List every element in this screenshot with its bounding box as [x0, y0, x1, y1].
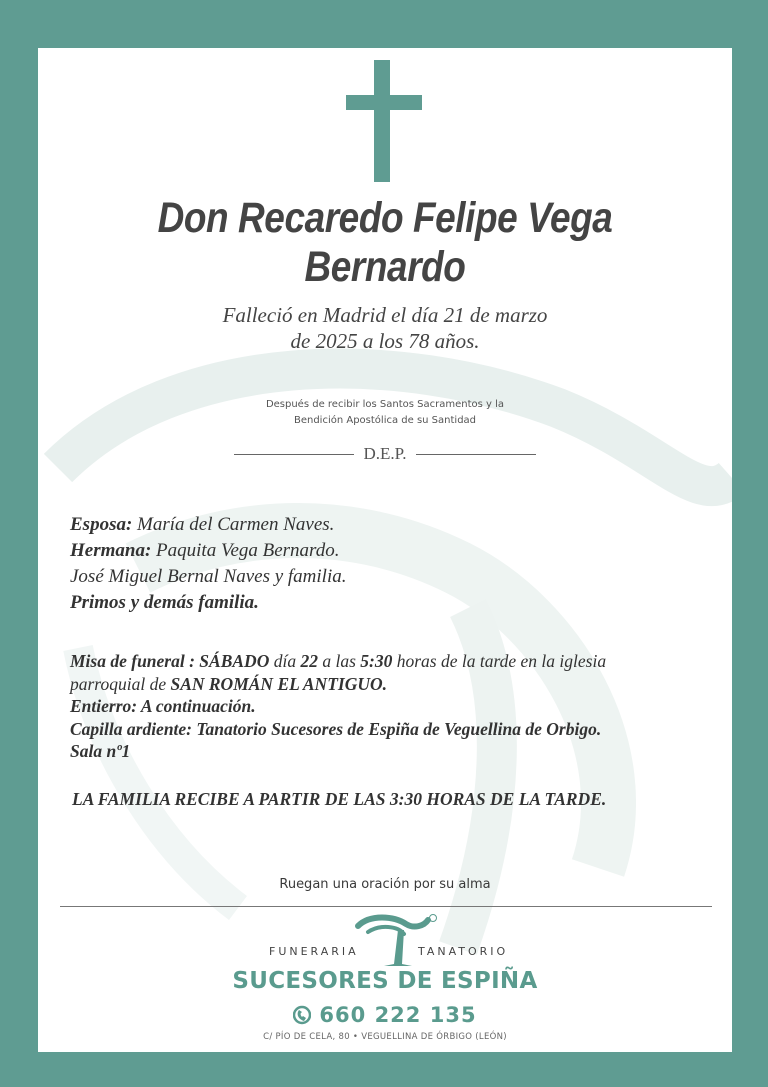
phone-number[interactable]: 660 222 135	[319, 1003, 477, 1027]
primos-text: Primos y demás familia.	[70, 592, 259, 613]
phone-icon	[293, 1004, 311, 1026]
funeral-details	[70, 650, 710, 763]
funeraria-label: FUNERARIA	[269, 945, 359, 958]
entierro-line	[70, 695, 710, 718]
misa-text-1: día	[269, 651, 301, 671]
sala-line	[70, 740, 710, 763]
sacraments-line-1: Después de recibir los Santos Sacramentos y la	[265, 399, 505, 410]
hermana-value: Paquita Vega Bernardo.	[151, 540, 340, 561]
deceased-name: Don Recaredo Felipe Vega Bernardo	[157, 194, 613, 291]
visiting-hours: LA FAMILIA RECIBE A PARTIR DE LAS 3:30 HORAS DE LA TARDE.	[72, 789, 607, 809]
capilla-line	[70, 718, 710, 741]
prayer-request: Ruegan una oración por su alma	[279, 877, 491, 892]
address: C/ PÍO DE CELA, 80 • VEGUELLINA DE ÓRBIGO (LEÓN)	[263, 1032, 507, 1042]
family-list	[70, 512, 710, 616]
tanatorio-label: TANATORIO	[418, 945, 509, 958]
misa-label: Misa de funeral : SÁBADO	[70, 651, 270, 671]
hermana-label: Hermana:	[70, 540, 152, 561]
dep-row	[38, 444, 732, 464]
family-primos	[70, 590, 710, 616]
parish-name: SAN ROMÁN EL ANTIGUO.	[170, 673, 387, 694]
sacraments-line-2: Bendición Apostólica de su Santidad	[293, 415, 477, 426]
phone-row	[38, 1003, 732, 1027]
death-announcement	[38, 302, 732, 354]
misa-day: 22	[300, 651, 318, 671]
cross-icon	[346, 60, 422, 182]
sala-text: Sala nº1	[70, 741, 131, 761]
capilla-text: Capilla ardiente: Tanatorio Sucesores de Espiña de Veguellina de Orbigo.	[70, 718, 602, 739]
dep-right-rule	[416, 454, 536, 455]
obituary-card	[38, 48, 732, 1052]
misa-line	[70, 650, 710, 673]
sacraments-note	[38, 397, 732, 429]
family-others: José Miguel Bernal Naves y familia.	[70, 566, 347, 587]
funeral-home-logo	[354, 912, 438, 968]
misa-text-3: horas de la tarde en la iglesia	[392, 651, 607, 671]
footer-divider	[60, 906, 712, 907]
family-hermana	[70, 538, 710, 564]
brand-name: SUCESORES DE ESPIÑA	[232, 968, 538, 994]
family-esposa	[70, 512, 710, 538]
misa-text-2: a las	[317, 651, 361, 671]
esposa-value: María del Carmen Naves.	[132, 514, 335, 535]
esposa-label: Esposa:	[70, 514, 133, 535]
misa-time: 5:30	[360, 651, 393, 671]
death-line-1: Falleció en Madrid el día 21 de marzo	[222, 303, 548, 327]
entierro-text: Entierro: A continuación.	[70, 696, 256, 716]
parish-line	[70, 673, 710, 696]
parish-text: parroquial de	[70, 673, 171, 694]
dep-text: D.E.P.	[363, 444, 407, 463]
dep-left-rule	[234, 454, 354, 455]
death-line-2: de 2025 a los 78 años.	[290, 329, 480, 353]
